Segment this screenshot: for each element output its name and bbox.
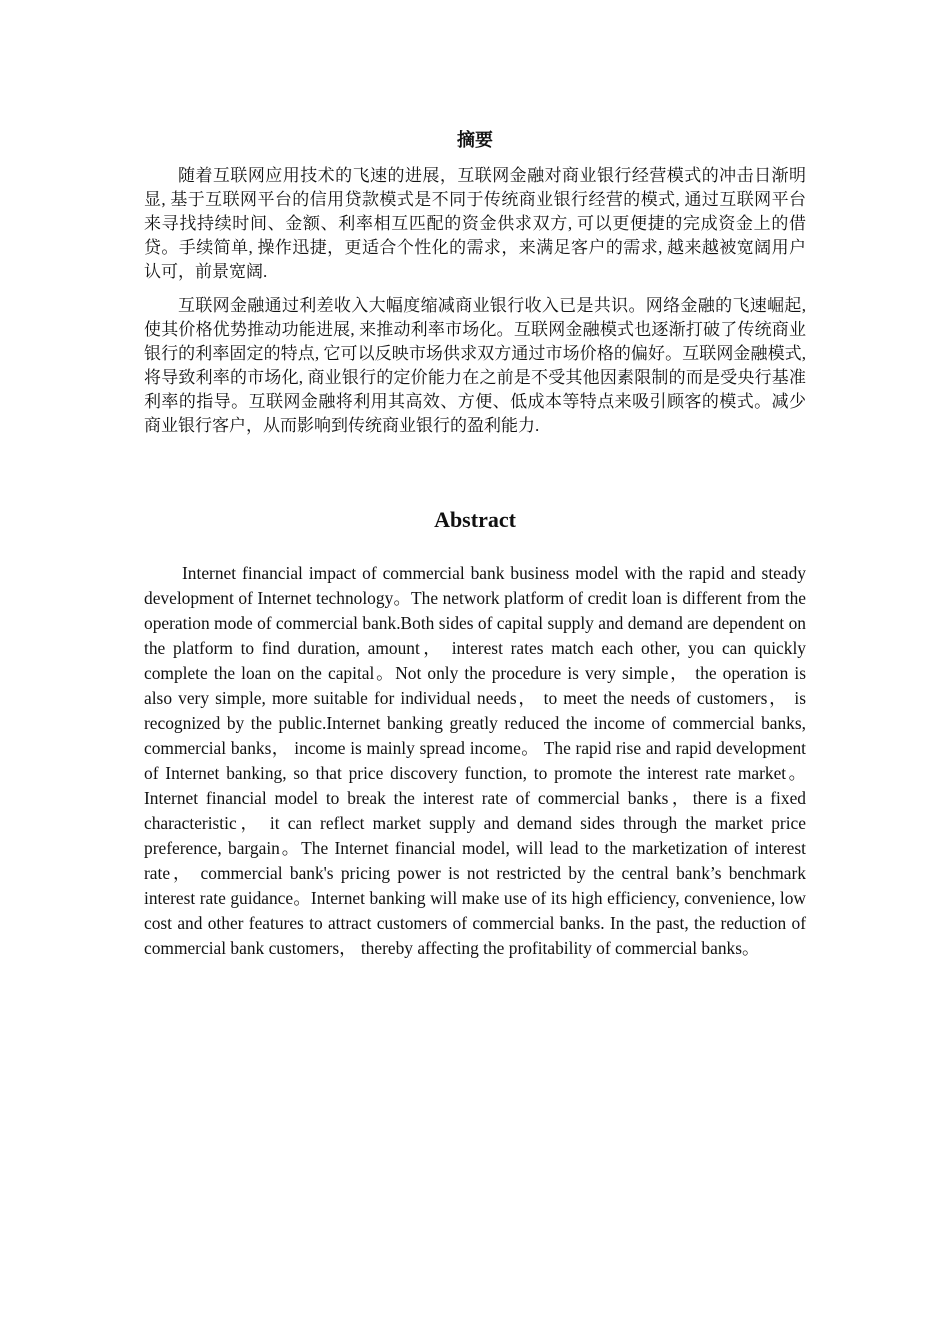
chinese-abstract-body [144, 164, 806, 448]
chinese-abstract-heading: 摘要 [457, 130, 493, 150]
english-paragraph: Internet financial impact of commercial bank business model with the rapid and steady development of Internet technology。The network platform of credit loan is different from the operation mode of commercial bank.Both sides of capital supply and demand are dependent on the platform to find duration, amount， interest rates match each other, you can quickly complete the loan on the capital。Not only the procedure is very simple， the operation is also very simple, more suitable for individual needs， to meet the needs of customers， is recognized by the public.Internet banking greatly reduced the income of commercial banks, commercial banks， income is mainly spread income。 The rapid rise and rapid development of Internet banking, so that price discovery function, to promote the interest rate market。Internet financial model to break the interest rate of commercial banks，there is a fixed characteristic， it can reflect market supply and demand sides through the market price preference, bargain。The Internet financial model, will lead to the marketization of interest rate， commercial bank's pricing power is not restricted by the central bank’s benchmark interest rate guidance。Internet banking will make use of its high efficiency, convenience, low cost and other features to attract customers of commercial banks. In the past, the reduction of commercial bank customers， thereby affecting the profitability of commercial banks。 [144, 563, 806, 958]
chinese-paragraph-2: 互联网金融通过利差收入大幅度缩减商业银行收入已是共识。网络金融的飞速崛起, 使其价格优势推动功能进展, 来推动利率市场化。互联网金融模式也逐渐打破了传统商业银行的利率固定的特点, 它可以反映市场供求双方通过市场价格的偏好。互联网金融模式, 将导致利率的市场化, 商业银行的定价能力在之前是不受其他因素限制的而是受央行基准利率的指导。互联网金融将利用其高效、方便、低成本等特点来吸引顾客的模式。减少商业银行客户，从而影响到传统商业银行的盈利能力. [144, 296, 806, 435]
english-abstract-body [144, 561, 806, 961]
chinese-paragraph-1: 随着互联网应用技术的飞速的进展，互联网金融对商业银行经营模式的冲击日渐明显, 基于互联网平台的信用贷款模式是不同于传统商业银行经营的模式, 通过互联网平台来寻找持续时间、金额、利率相互匹配的资金供求双方, 可以更便捷的完成资金上的借贷。手续简单, 操作迅捷，更适合个性化的需求，来满足客户的需求, 越来越被宽阔用户认可，前景宽阔. [144, 166, 806, 281]
english-abstract-heading: Abstract [434, 507, 516, 532]
